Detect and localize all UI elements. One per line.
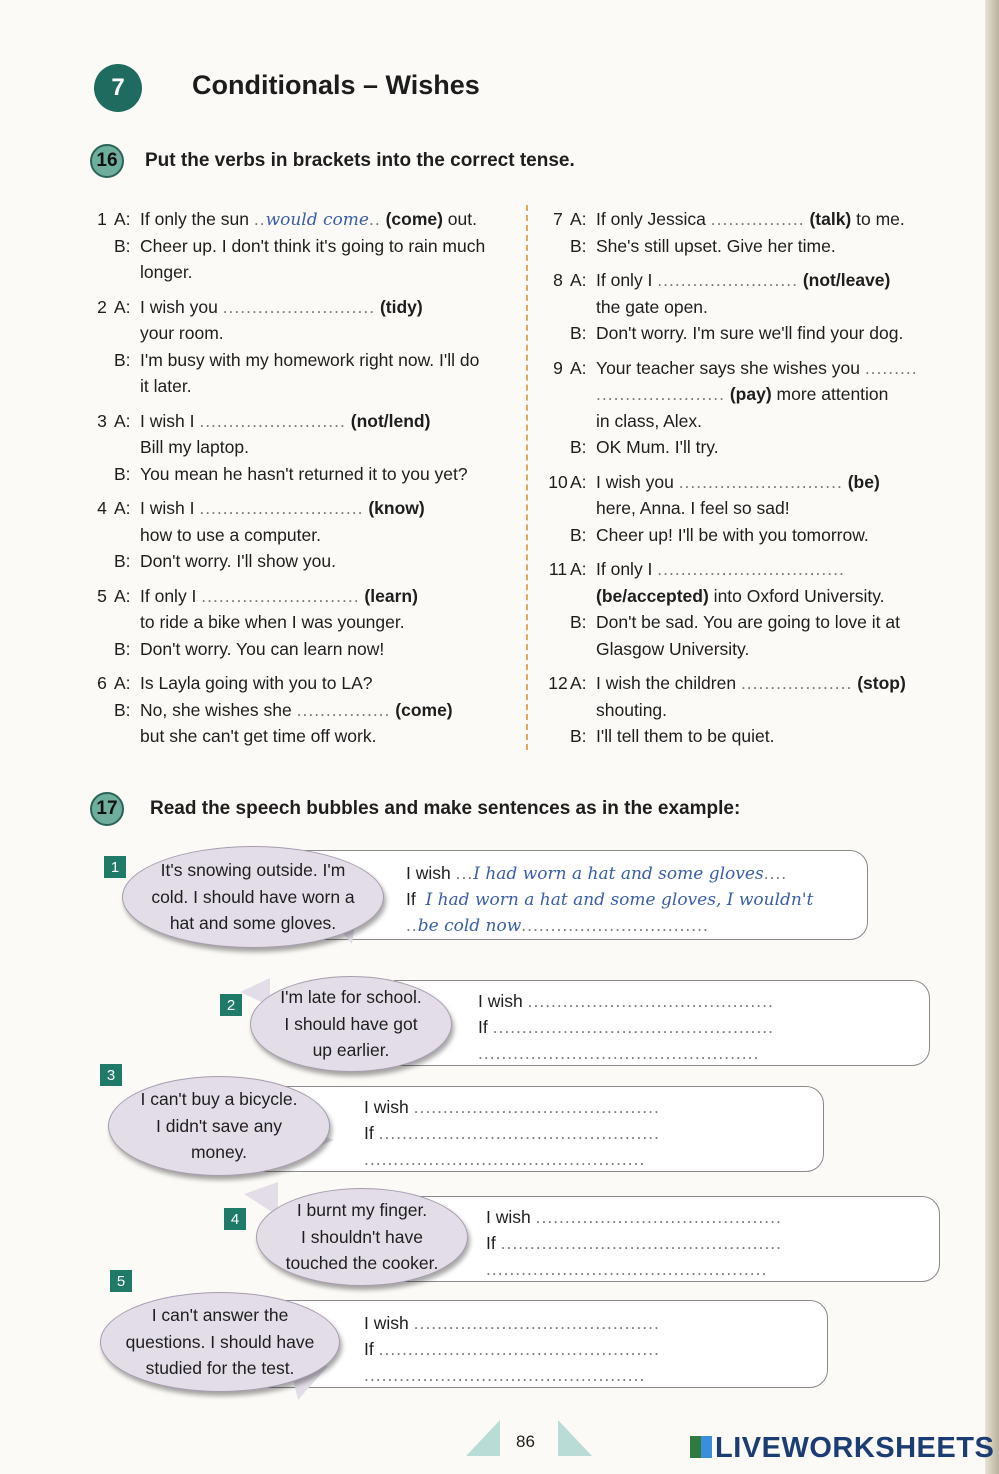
exercise-16-instruction: Put the verbs in brackets into the correct tense.: [145, 150, 575, 171]
item-line: [90, 408, 520, 435]
exercise-item-8: [546, 267, 976, 347]
item-line: [546, 469, 976, 496]
bubble-line: I shouldn't have: [300, 1226, 424, 1247]
speech-bubble-5: [100, 1292, 340, 1392]
item-line: [546, 320, 976, 347]
item-line: [90, 294, 520, 321]
speaker-label: A:: [570, 357, 587, 378]
speaker-label: A:: [570, 270, 587, 290]
liveworksheets-logo: [690, 1432, 994, 1465]
item-line: [90, 522, 520, 549]
brand-text: LIVEWORKSHEETS: [715, 1432, 995, 1464]
item-line: [546, 670, 976, 697]
exercise-16-badge: [90, 144, 124, 178]
sentence-text: No, she wishes she: [140, 699, 297, 720]
answer-blank[interactable]: ..........................: [222, 296, 376, 317]
answer-blank[interactable]: .........................: [199, 410, 346, 431]
unit-number-badge: [94, 64, 142, 112]
line-text: I'm busy with my homework right now. I'll do: [140, 349, 480, 370]
item-number: 1: [97, 209, 107, 229]
line-text: Don't worry. I'm sure we'll find your dog.: [596, 323, 904, 343]
speaker-label: A:: [114, 209, 131, 229]
line-text: You mean he hasn't returned it to you yet?: [140, 463, 468, 484]
third-line-1: [406, 912, 709, 940]
sentence-text: I wish the children: [596, 673, 741, 693]
if-label: If: [406, 889, 416, 909]
line-text: Cheer up. I don't think it's going to rain much: [140, 235, 486, 256]
item-line: [546, 355, 976, 382]
item-line: [546, 697, 976, 724]
speaker-label: A:: [114, 498, 131, 518]
exercise-item-7: [546, 206, 976, 259]
item-number: 10: [548, 471, 568, 492]
verb-prompt: (learn): [359, 585, 418, 606]
line-text: [140, 294, 423, 321]
item-line: [546, 495, 976, 522]
item-number: 9: [553, 357, 563, 378]
speaker-label: A:: [570, 471, 587, 492]
line-text: here, Anna. I feel so sad!: [596, 498, 790, 518]
answer-blank[interactable]: ............................: [199, 498, 364, 518]
verb-prompt: (talk): [804, 209, 852, 229]
answer-blank[interactable]: ......................: [596, 384, 725, 404]
item-number-text: 1: [110, 858, 120, 876]
speech-bubble-1: [122, 846, 384, 948]
logo-icon: [690, 1436, 712, 1458]
line-text: your room.: [140, 323, 224, 343]
wish-label: I wish: [364, 1313, 409, 1333]
item-line: [90, 636, 520, 663]
sentence-text: If only I: [140, 585, 202, 606]
dots: ....: [763, 863, 788, 883]
exercise-item-2: [90, 294, 520, 400]
line-text: I'll tell them to be quiet.: [596, 726, 775, 746]
speaker-label: B:: [570, 235, 587, 256]
speech-bubble-3: [108, 1076, 330, 1176]
item-number-text: 5: [116, 1272, 126, 1290]
wish-label: I wish: [406, 863, 451, 883]
sentence-text: If only I: [596, 559, 658, 579]
item-line: [90, 723, 520, 750]
line-text: [596, 670, 906, 697]
item-number-5: [110, 1270, 132, 1292]
item-line: [90, 347, 520, 374]
wish-line-4: [486, 1204, 782, 1231]
exercise-item-3: [90, 408, 520, 488]
speaker-label: B:: [570, 323, 587, 343]
line-text: shouting.: [596, 699, 668, 720]
exercise-item-10: [546, 469, 976, 549]
item-number: 5: [97, 585, 107, 606]
answer-blank[interactable]: ................: [710, 209, 805, 229]
item-number: 2: [97, 296, 107, 317]
item-number-2: [220, 994, 242, 1016]
answer-blank[interactable]: ..: [253, 209, 266, 229]
item-line: [90, 320, 520, 347]
line-text: [596, 469, 880, 496]
item-number-1: [104, 856, 126, 878]
sentence-text: If only the sun: [140, 209, 254, 229]
exercise-item-9: [546, 355, 976, 461]
line-text: [596, 267, 890, 294]
verb-prompt: (stop): [852, 673, 906, 693]
if-line-3: [364, 1120, 660, 1147]
answer-blank[interactable]: ................................................: [364, 1149, 646, 1169]
item-line: [90, 583, 520, 610]
answer-blank[interactable]: ........................: [657, 270, 798, 290]
line-text: longer.: [140, 262, 193, 282]
exercise-number: 16: [96, 150, 118, 171]
item-line: [90, 259, 520, 286]
if-line-2: [478, 1014, 774, 1041]
line-text: to ride a bike when I was younger.: [140, 612, 405, 632]
item-line: [90, 548, 520, 575]
verb-prompt: (be/accepted): [596, 585, 709, 606]
item-line: [546, 233, 976, 260]
verb-prompt: (not/leave): [797, 270, 891, 290]
speaker-label: B:: [570, 726, 587, 746]
answer-blank[interactable]: ................: [296, 699, 391, 720]
answer-blank[interactable]: ...................: [740, 673, 853, 693]
bubble-line: cold. I should have worn a: [151, 886, 355, 907]
line-text: [596, 355, 918, 382]
speaker-label: B:: [570, 524, 587, 545]
sentence-text: I wish you: [596, 471, 679, 492]
line-text: the gate open.: [596, 296, 708, 317]
item-line: [546, 723, 976, 750]
item-line: [546, 556, 976, 583]
item-line: [90, 373, 520, 400]
if-line-1: [406, 886, 813, 914]
item-line: [546, 636, 976, 663]
wish-line-2: [478, 988, 774, 1015]
speaker-label: B:: [114, 551, 131, 571]
sentence-text: If only I: [596, 270, 658, 290]
speaker-label: B:: [114, 638, 131, 659]
line-text: Is Layla going with you to LA?: [140, 673, 373, 693]
speaker-label: A:: [114, 410, 131, 431]
wish-label: I wish: [478, 991, 523, 1011]
third-line-2: [478, 1040, 759, 1067]
dots: ..: [406, 915, 418, 935]
verb-prompt: (not/lend): [345, 410, 431, 431]
item-number: 8: [553, 270, 563, 290]
item-line: [90, 697, 520, 724]
exercise-item-12: [546, 670, 976, 750]
speaker-label: A:: [570, 559, 587, 579]
answer-blank[interactable]: ................................................: [378, 1339, 660, 1359]
line-text: [596, 206, 905, 233]
line-text: Glasgow University.: [596, 638, 750, 659]
wish-line-5: [364, 1310, 660, 1337]
dots: ...: [455, 863, 474, 883]
speaker-label: B:: [114, 463, 131, 484]
item-line: [546, 381, 976, 408]
wish-label: I wish: [486, 1207, 531, 1227]
page-tab-right: [558, 1420, 592, 1456]
exercise-17-instruction: Read the speech bubbles and make sentences as in the example:: [150, 798, 741, 819]
item-line: [546, 294, 976, 321]
verb-prompt: (come): [390, 699, 453, 720]
verb-prompt: (tidy): [375, 296, 423, 317]
exercise-number: 17: [96, 798, 118, 819]
line-text: Bill my laptop.: [140, 437, 249, 457]
exercise-item-1: [90, 206, 520, 286]
sentence-text: more attention: [771, 384, 889, 404]
verb-prompt: (be): [842, 471, 880, 492]
item-number: 12: [548, 673, 568, 693]
exercise-item-6: [90, 670, 520, 750]
unit-number: 7: [111, 74, 125, 101]
wish-label: I wish: [364, 1097, 409, 1117]
bubble-line: I burnt my finger.: [296, 1200, 428, 1221]
column-divider: [526, 205, 528, 750]
line-text: She's still upset. Give her time.: [596, 235, 836, 256]
item-line: [546, 583, 976, 610]
item-line: [90, 461, 520, 488]
exercise-item-4: [90, 495, 520, 575]
item-line: [546, 434, 976, 461]
exercise-17-badge: [90, 792, 124, 826]
line-text: but she can't get time off work.: [140, 726, 377, 746]
bubble-line: questions. I should have: [125, 1331, 315, 1352]
answer-blank[interactable]: ................................................: [378, 1123, 660, 1143]
bubble-line: hat and some gloves.: [169, 913, 337, 934]
line-text: how to use a computer.: [140, 524, 321, 545]
speaker-label: A:: [114, 673, 131, 693]
third-line-5: [364, 1362, 645, 1389]
speaker-label: B:: [114, 235, 131, 256]
item-line: [546, 206, 976, 233]
speaker-label: B:: [114, 699, 131, 720]
line-text: [140, 408, 430, 435]
line-text: Don't be sad. You are going to love it at: [596, 612, 900, 632]
answer-blank[interactable]: ................................................: [364, 1365, 646, 1385]
if-label: If: [486, 1233, 496, 1253]
line-text: OK Mum. I'll try.: [596, 437, 719, 457]
verb-prompt: (know): [363, 498, 425, 518]
bubble-line: studied for the test.: [145, 1358, 295, 1379]
answer-blank[interactable]: ................................................: [478, 1043, 760, 1063]
line-text: [596, 556, 845, 583]
answer-blank[interactable]: ..: [368, 209, 381, 229]
answer-blank[interactable]: ..........................................: [527, 991, 774, 1011]
item-line: [546, 609, 976, 636]
item-number-text: 3: [106, 1066, 116, 1084]
sentence-text: I wish I: [140, 498, 200, 518]
wish-line-3: [364, 1094, 660, 1121]
handwritten-answer: I had worn a hat and some gloves, I wouldn't: [425, 890, 814, 910]
speaker-label: A:: [570, 673, 587, 693]
exercise-item-11: [546, 556, 976, 662]
answer-blank[interactable]: ..........................................: [535, 1207, 782, 1227]
speaker-label: A:: [114, 296, 131, 317]
item-number: 11: [548, 559, 568, 579]
handwritten-answer: be cold now: [417, 916, 522, 936]
speech-bubble-2: [250, 976, 452, 1072]
sentence-text: I wish I: [140, 410, 200, 431]
bubble-line: touched the cooker.: [285, 1253, 439, 1274]
answer-blank[interactable]: ............................: [678, 471, 843, 492]
item-line: [90, 434, 520, 461]
speech-bubble-4: [256, 1188, 468, 1286]
third-line-3: [364, 1146, 645, 1173]
item-line: [90, 495, 520, 522]
bubble-line: I can't buy a bicycle.: [140, 1089, 298, 1110]
line-text: Cheer up! I'll be with you tomorrow.: [596, 524, 869, 545]
item-line: [546, 522, 976, 549]
item-line: [90, 670, 520, 697]
bubble-line: I'm late for school.: [280, 987, 422, 1008]
answer-blank[interactable]: ................................: [657, 559, 845, 579]
answer-blank[interactable]: ................................................: [500, 1233, 782, 1253]
if-label: If: [364, 1339, 374, 1359]
item-line: [90, 206, 520, 233]
line-text: [596, 381, 888, 408]
answer-blank[interactable]: ................................................: [486, 1259, 768, 1279]
line-text: in class, Alex.: [596, 410, 703, 431]
dots: ................................: [521, 915, 709, 935]
line-text: Don't worry. I'll show you.: [140, 551, 337, 571]
line-text: it later.: [140, 376, 192, 396]
item-line: [90, 233, 520, 260]
verb-prompt: (pay): [724, 384, 772, 404]
if-line-4: [486, 1230, 782, 1257]
line-text: [140, 495, 425, 522]
page-number: 86: [516, 1432, 535, 1451]
bubble-line: up earlier.: [312, 1040, 390, 1061]
speaker-label: A:: [570, 209, 587, 229]
answer-blank[interactable]: ..........................................: [413, 1313, 660, 1333]
if-label: If: [478, 1017, 488, 1037]
item-number-text: 4: [230, 1210, 240, 1228]
sentence-text: I wish you: [140, 296, 223, 317]
sentence-text: to me.: [851, 209, 905, 229]
item-line: [90, 609, 520, 636]
unit-title: Conditionals – Wishes: [192, 70, 480, 100]
line-text: [140, 206, 477, 234]
line-text: Don't worry. You can learn now!: [140, 638, 385, 659]
wish-line-1: [406, 860, 787, 888]
item-number-3: [100, 1064, 122, 1086]
verb-prompt: (come): [380, 209, 443, 229]
line-text: [140, 697, 453, 724]
item-line: [546, 408, 976, 435]
item-number-4: [224, 1208, 246, 1230]
line-text: [596, 583, 885, 610]
exercise-item-5: [90, 583, 520, 663]
if-label: If: [364, 1123, 374, 1143]
item-line: [546, 267, 976, 294]
answer-blank[interactable]: ................................................: [492, 1017, 774, 1037]
sentence-text: Your teacher says she wishes you: [596, 357, 865, 378]
speaker-label: B:: [570, 437, 587, 457]
answer-blank[interactable]: ...........................: [201, 585, 360, 606]
item-number: 6: [97, 673, 107, 693]
item-number: 7: [553, 209, 563, 229]
page-edge: [985, 0, 999, 1474]
line-text: [140, 583, 418, 610]
handwritten-answer: would come: [265, 210, 369, 230]
answer-blank[interactable]: ..........................................: [413, 1097, 660, 1117]
speaker-label: A:: [114, 585, 131, 606]
item-number: 3: [97, 410, 107, 431]
speaker-label: B:: [570, 612, 587, 632]
handwritten-answer: I had worn a hat and some gloves: [473, 864, 764, 884]
bubble-line: I can't answer the: [151, 1305, 289, 1326]
item-number: 4: [97, 498, 107, 518]
sentence-text: If only Jessica: [596, 209, 711, 229]
speaker-label: B:: [114, 349, 131, 370]
item-number-text: 2: [226, 996, 236, 1014]
answer-blank[interactable]: .........: [864, 357, 918, 378]
sentence-text: out.: [442, 209, 477, 229]
sentence-text: into Oxford University.: [708, 585, 885, 606]
page-tab-left: [466, 1420, 500, 1456]
third-line-4: [486, 1256, 767, 1283]
bubble-line: I didn't save any: [156, 1115, 282, 1136]
if-line-5: [364, 1336, 660, 1363]
bubble-line: I should have got: [284, 1013, 418, 1034]
bubble-line: It's snowing outside. I'm: [160, 860, 346, 881]
bubble-line: money.: [190, 1142, 248, 1163]
